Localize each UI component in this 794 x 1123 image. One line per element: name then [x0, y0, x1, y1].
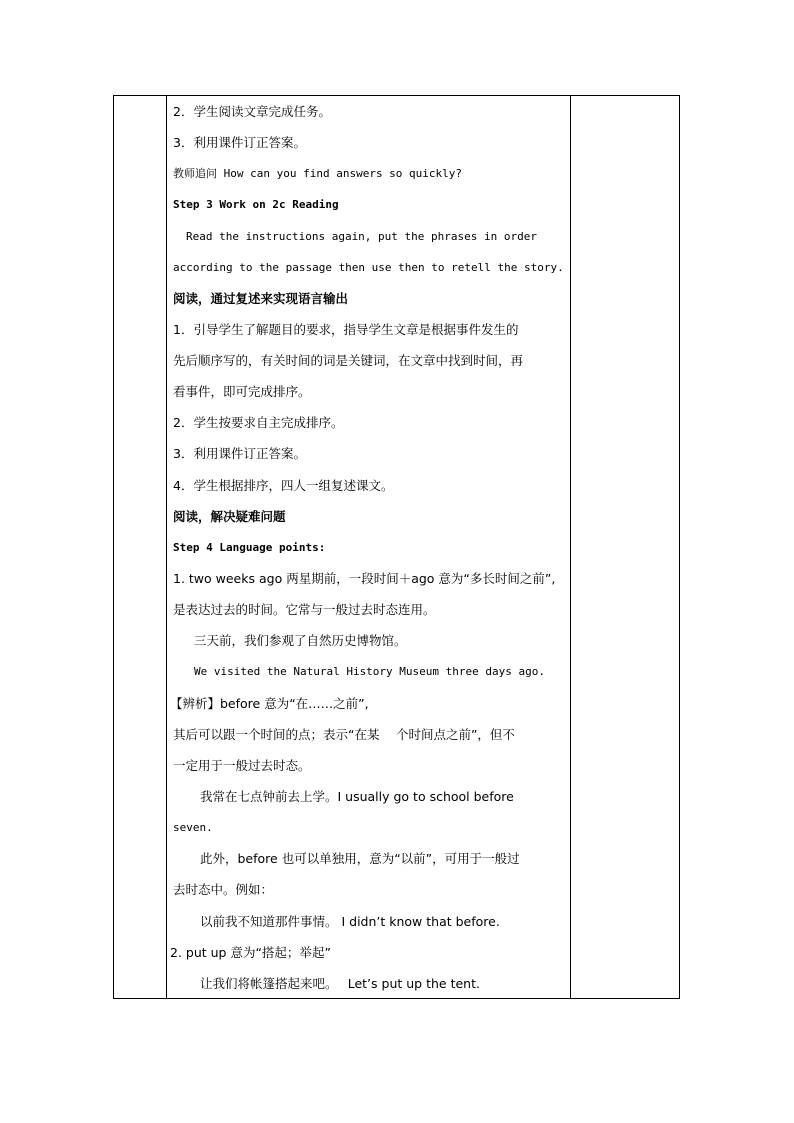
- text-line: 看事件，即可完成排序。: [173, 384, 311, 399]
- text-line: We visited the Natural History Museum three days ago.: [194, 665, 545, 678]
- column-divider-right: [570, 96, 571, 998]
- text-line: 3．利用课件订正答案。: [173, 446, 306, 461]
- text-line: 让我们将帐篷搭起来吧。 Let’s put up the tent.: [200, 976, 480, 991]
- text-line: 去时态中。例如：: [173, 882, 274, 897]
- text-line: 我常在七点钟前去上学。I usually go to school before: [200, 789, 514, 804]
- section-heading: Step 3 Work on 2c Reading: [173, 198, 339, 211]
- text-line: 三天前，我们参观了自然历史博物馆。: [194, 633, 407, 648]
- section-heading: 阅读，解决疑难问题: [173, 509, 286, 524]
- text-line: 【辨析】before 意为“在……之前”,: [170, 696, 369, 711]
- text-line: 是表达过去的时间。它常与一般过去时态连用。: [173, 602, 436, 617]
- text-line: 1．引导学生了解题目的要求，指导学生文章是根据事件发生的: [173, 322, 519, 337]
- text-line: 1. two weeks ago 两星期前，一段时间＋ago 意为“多长时间之前”,: [173, 571, 556, 586]
- text-line: 4．学生根据排序，四人一组复述课文。: [173, 478, 394, 493]
- text-line: Read the instructions again, put the phrases in order: [186, 230, 537, 243]
- text-line: 其后可以跟一个时间的点；表示“在某 个时间点之前”，但不: [173, 727, 515, 742]
- section-heading: Step 4 Language points:: [173, 541, 326, 554]
- text-line: 2．学生阅读文章完成任务。: [173, 104, 331, 119]
- text-line: 教师追问 How can you find answers so quickly?: [173, 167, 463, 180]
- text-line: according to the passage then use then to retell the story.: [173, 261, 564, 274]
- text-line: 一定用于一般过去时态。: [173, 758, 311, 773]
- text-line: 此外，before 也可以单独用，意为“以前”，可用于一般过: [200, 851, 520, 866]
- text-line: 2．学生按要求自主完成排序。: [173, 415, 344, 430]
- text-line: 以前我不知道那件事情。 I didn’t know that before.: [200, 914, 500, 929]
- text-line: 3．利用课件订正答案。: [173, 135, 306, 150]
- text-line: 2. put up 意为“搭起；举起”: [170, 945, 331, 960]
- section-heading: 阅读，通过复述来实现语言输出: [173, 291, 349, 306]
- text-line: 先后顺序写的，有关时间的词是关键词，在文章中找到时间，再: [173, 353, 524, 368]
- text-line: seven.: [173, 821, 213, 834]
- column-divider-left: [166, 96, 167, 998]
